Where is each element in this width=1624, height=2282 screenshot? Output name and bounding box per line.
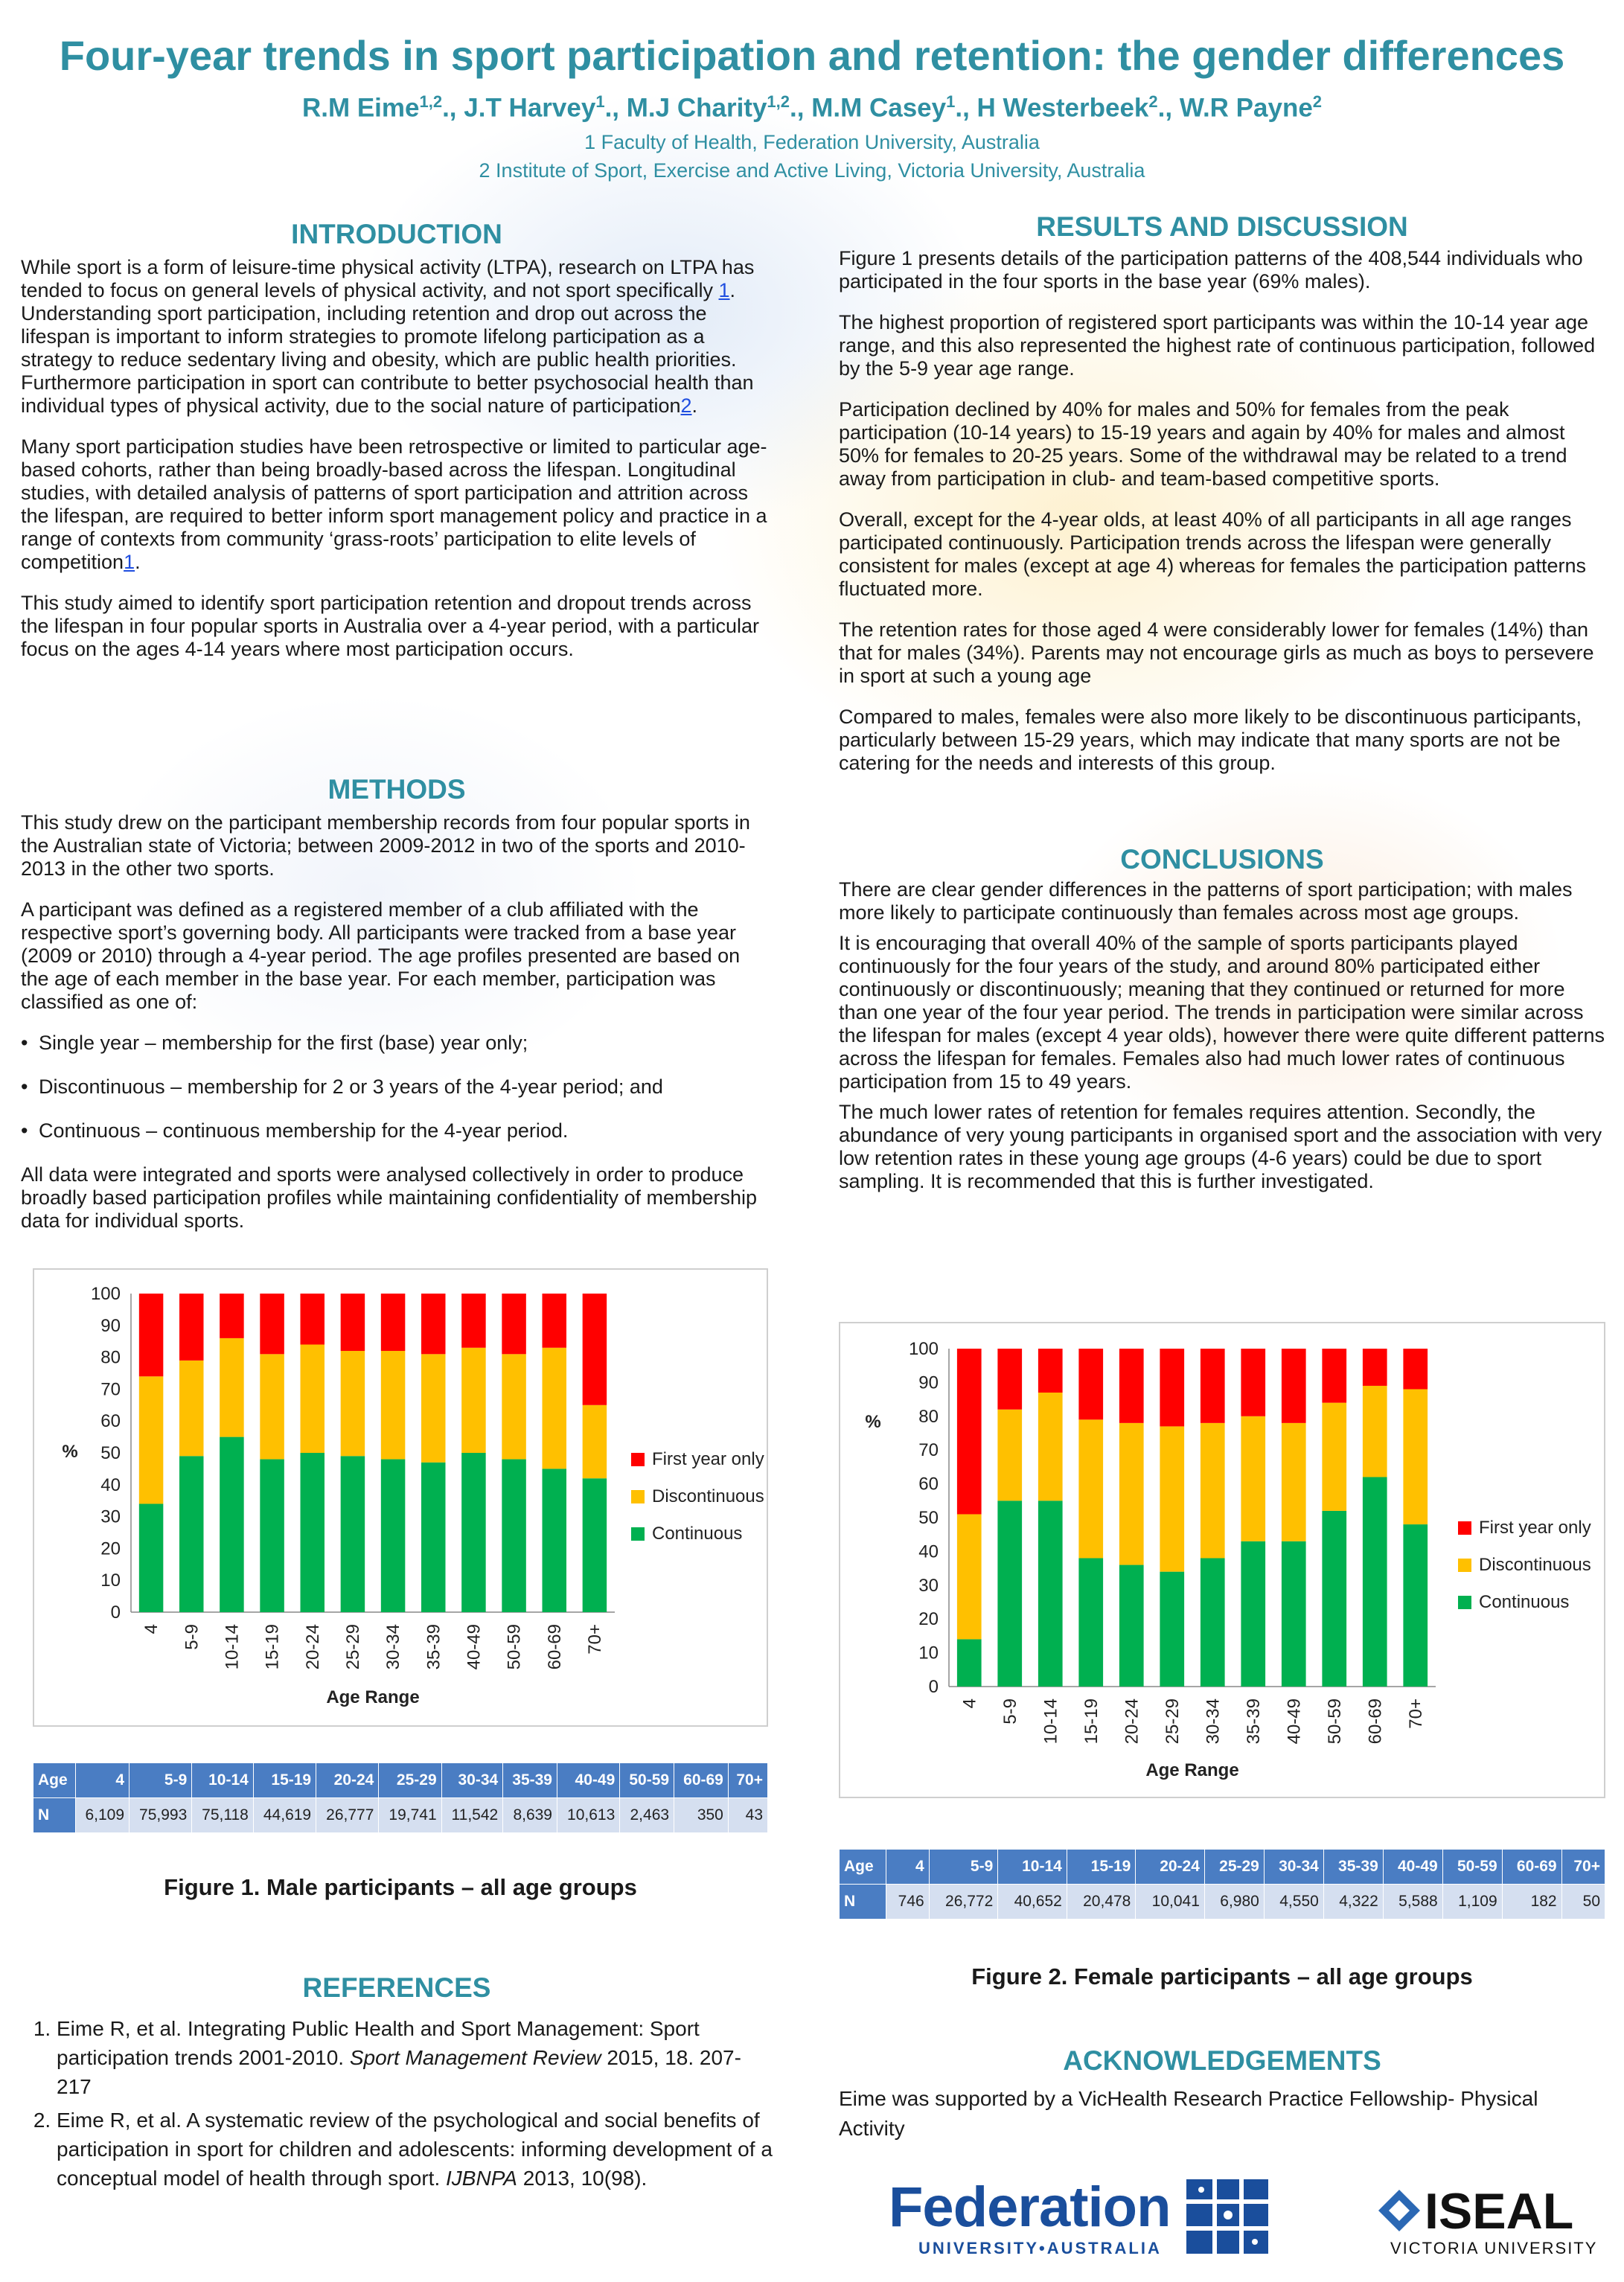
bar-segment-continuous [997,1500,1022,1687]
table-header-cell: 40-49 [557,1763,620,1798]
table-cell: 6,980 [1204,1885,1264,1920]
x-tick-label: 40-49 [464,1624,485,1670]
introduction-heading: INTRODUCTION [291,219,502,249]
table-cell: 746 [886,1885,930,1920]
author-name: J.T Harvey [464,93,596,123]
iseal-wordmark: ISEAL [1425,2183,1574,2240]
y-tick-label: 40 [100,1474,121,1495]
table-header-cell: 10-14 [192,1763,254,1798]
results-heading: RESULTS AND DISCUSSION [1036,211,1408,242]
table-cell: 26,777 [316,1798,379,1833]
iseal-subtitle: VICTORIA UNIVERSITY [1390,2239,1598,2257]
x-tick-label: 40-49 [1284,1698,1305,1745]
table-cell: 4,322 [1323,1885,1383,1920]
y-tick-label: 80 [918,1406,939,1427]
methods-section [21,774,773,1250]
bar-segment-discontinuous [461,1348,486,1453]
reference-list [21,2014,773,2193]
results-paragraph: Participation declined by 40% for males and 50% for females from the peak participation (10-14 years) to 15-19 years and again by 40% for males and almost 50% for females to 20-25 years. Some of the withdrawal may be related to a trend away from participation in club- and team-based competitive sports. [839,398,1567,490]
table-header-cell: 60-69 [1502,1850,1561,1885]
bar-segment-first-year-only [139,1294,164,1376]
bar-segment-discontinuous [1363,1386,1387,1477]
results-paragraph: Overall, except for the 4-year olds, at least 40% of all participants in all age ranges participated continuously. Participation trends across the lifespan were generally consistent for males (except at age 4) whereas for females the participation patterns fluctuated more. [839,508,1587,600]
table-header-cell: 20-24 [316,1763,379,1798]
table-cell: 40,652 [998,1885,1067,1920]
legend-label: Continuous [652,1524,743,1544]
bar-segment-first-year-only [220,1294,244,1338]
y-tick-label: 0 [928,1677,939,1697]
bar-segment-continuous [1119,1565,1144,1687]
table-cell: 11,542 [441,1798,503,1833]
author-affiliation-mark: 1,2 [767,92,790,111]
table-cell: 20,478 [1067,1885,1136,1920]
female-chart [839,1322,1605,1798]
table-cell: 8,639 [503,1798,557,1833]
list-item: 1. Eime R, et al. Integrating Public Health and Sport Management: Sport participation trends 2001-2010. Sport Management Review 2015, 18. 207-217 [57,2014,773,2101]
bar-segment-discontinuous [139,1376,164,1503]
bar-segment-first-year-only [1322,1349,1346,1403]
table-header-cell: 25-29 [379,1763,441,1798]
methods-heading: METHODS [327,774,466,805]
table-header-age: Age [840,1850,886,1885]
table-header-cell: 15-19 [253,1763,316,1798]
table-cell: 6,109 [76,1798,130,1833]
x-tick-label: 25-29 [342,1624,363,1670]
table-header-cell: 4 [76,1763,130,1798]
table-header-age: Age [33,1763,76,1798]
figure-1-caption: Figure 1. Male participants – all age groups [164,1874,637,1900]
table-cell: 26,772 [929,1885,998,1920]
bar-segment-first-year-only [1119,1349,1144,1423]
y-tick-label: 50 [918,1508,939,1528]
acknowledgements-section [839,2045,1605,2161]
legend-swatch [1458,1596,1471,1609]
bar-segment-first-year-only [957,1349,982,1514]
table-header-cell: 35-39 [1323,1850,1383,1885]
bar-segment-continuous [301,1453,325,1612]
bar-segment-discontinuous [1119,1423,1144,1565]
bar-segment-first-year-only [179,1294,204,1361]
table-cell: 182 [1502,1885,1561,1920]
y-tick-label: 20 [918,1609,939,1630]
bar-segment-discontinuous [1241,1416,1265,1541]
x-tick-label: 60-69 [544,1624,565,1670]
reference-link-1b[interactable]: 1 [124,551,135,573]
author-name: H Westerbeek [976,93,1149,123]
table-cell: 4,550 [1264,1885,1323,1920]
bar-segment-discontinuous [381,1351,406,1460]
table-header-cell: 15-19 [1067,1850,1136,1885]
author-affiliation-mark: 1,2 [419,92,443,111]
author-affiliation-mark: 1 [946,92,956,111]
x-tick-label: 25-29 [1162,1698,1183,1745]
x-tick-label: 5-9 [182,1624,202,1650]
results-section [839,211,1605,793]
figure-2-caption: Figure 2. Female participants – all age groups [971,1963,1473,1989]
references-section [21,1972,773,2197]
bar-segment-continuous [1322,1511,1346,1687]
author-separator: ., [790,93,812,123]
x-axis-label: Age Range [1145,1760,1239,1780]
bar-segment-continuous [1160,1572,1184,1687]
conclusions-paragraph: It is encouraging that overall 40% of the sample of sports participants played continuously for the four years of the study, and around 80% participated either continuously or discontinuously; meaning that they continued or returned for more than one year of the four year period. The trends in participation were similar across the lifespan for males (except 4 year olds), however there were quite different patterns across the lifespan for females. Females also had much lower rates of continuous participation from 15 to 49 years. [839,932,1605,1093]
table-header-cell: 70+ [1561,1850,1605,1885]
affiliation-1: 1 Faculty of Health, Federation University, Australia [584,131,1040,153]
table-header-cell: 35-39 [503,1763,557,1798]
methods-paragraph-3: All data were integrated and sports were analysed collectively in order to produce broadly based participation profiles while maintaining confidentiality of membership data for individual sports. [21,1163,758,1232]
bar-segment-first-year-only [1160,1349,1184,1426]
poster-title: Four-year trends in sport participation and retention: the gender differences [59,32,1565,79]
bar-segment-discontinuous [220,1338,244,1437]
author-separator: ., [442,93,464,123]
bar-segment-discontinuous [502,1354,526,1459]
results-paragraph: The retention rates for those aged 4 were considerably lower for females (14%) than that for males (34%). Parents may not encourage girls as much as boys to persevere in sport at such a young age [839,619,1594,687]
table-header-cell: 10-14 [998,1850,1067,1885]
y-tick-label: 30 [100,1506,121,1527]
acknowledgements-heading: ACKNOWLEDGEMENTS [1063,2045,1381,2076]
introduction-paragraph-1: While sport is a form of leisure-time physical activity (LTPA), research on LTPA has tended to focus on general levels of physical activity, and not sport specifically 1. Understanding sport participation, including retention and drop out across the lifespan is important to inform strategies to promote lifelong participation as a strategy to reduce sedentary living and obesity, which are public health priorities. Furthermore participation in sport can contribute to better psychosocial health than individual types of physical activity, due to the social nature of participation2. [21,256,755,417]
introduction-paragraph-3: This study aimed to identify sport participation retention and dropout trends across the lifespan in four popular sports in Australia over a 4-year period, with a particular focus on the ages 4-14 years where most participation occurs. [21,592,760,660]
table-cell: 75,118 [192,1798,254,1833]
x-axis-label: Age Range [326,1687,420,1707]
x-tick-label: 5-9 [1000,1698,1020,1725]
x-tick-label: 50-59 [1324,1698,1345,1745]
author-name: M.J Charity [626,93,767,123]
bar-segment-discontinuous [1038,1393,1063,1500]
bar-segment-continuous [421,1463,446,1612]
legend-swatch [1458,1559,1471,1572]
bar-segment-first-year-only [502,1294,526,1354]
legend-label: Continuous [1479,1592,1570,1612]
bar-segment-discontinuous [1282,1423,1306,1541]
bar-segment-discontinuous [1078,1419,1103,1558]
x-tick-label: 50-59 [504,1624,525,1670]
bar-segment-continuous [1403,1524,1428,1687]
table-header-cell: 4 [886,1850,930,1885]
reference-link-2[interactable]: 2 [680,394,692,417]
bar-segment-discontinuous [421,1354,446,1463]
table-cell: 10,041 [1136,1885,1205,1920]
southern-cross-flag-icon [1186,2179,1268,2254]
bar-segment-discontinuous [1322,1403,1346,1511]
federation-university-logo [889,2175,1305,2263]
introduction-paragraph-2: Many sport participation studies have been retrospective or limited to particular age-based cohorts, rather than being broadly-based across the lifespan. Longitudinal studies, with detailed analysis of patterns of sport participation and attrition across the lifespan, are required to better inform sport management policy and practice in a range of contexts from community ‘grass-roots’ participation to elite levels of competition1. [21,435,767,573]
bar-segment-continuous [341,1456,365,1612]
conclusions-heading: CONCLUSIONS [1120,844,1324,875]
y-tick-label: 70 [100,1379,121,1400]
x-tick-label: 20-24 [1122,1698,1142,1745]
introduction-section [21,219,773,679]
legend-swatch [631,1490,645,1503]
male-participation-chart [34,1270,767,1725]
legend-swatch [631,1453,645,1466]
table-cell: 2,463 [620,1798,674,1833]
participation-classification-list [21,1032,773,1142]
bar-segment-first-year-only [997,1349,1022,1410]
table-cell: 350 [674,1798,729,1833]
x-tick-label: 60-69 [1365,1698,1386,1745]
reference-link-1[interactable]: 1 [718,279,730,301]
table-header-cell: 30-34 [441,1763,503,1798]
bar-segment-discontinuous [1160,1426,1184,1571]
bar-segment-first-year-only [1038,1349,1063,1393]
table-cell: 10,613 [557,1798,620,1833]
y-tick-label: 10 [100,1570,121,1591]
author-separator: ., [955,93,977,123]
table-header-cell: 5-9 [130,1763,192,1798]
x-tick-label: 70+ [1405,1698,1426,1729]
bar-segment-continuous [1078,1558,1103,1687]
list-item: 2. Eime R, et al. A systematic review of the psychological and social benefits of participation in sport for children and adolescents: informing development of a conceptual model of health through sport. IJBNPA 2013, 10(98). [57,2106,773,2193]
table-cell: 5,588 [1383,1885,1442,1920]
author-list [0,92,1624,124]
x-tick-label: 35-39 [1243,1698,1264,1745]
author-separator: ., [604,93,627,123]
bar-segment-first-year-only [381,1294,406,1351]
x-tick-label: 30-34 [383,1624,404,1670]
table-header-cell: 20-24 [1136,1850,1205,1885]
federation-logo-subtitle: UNIVERSITY•AUSTRALIA [918,2239,1162,2257]
bar-segment-first-year-only [461,1294,486,1348]
table-row [33,1763,768,1798]
x-tick-label: 10-14 [222,1624,243,1670]
bar-segment-continuous [139,1503,164,1612]
x-tick-label: 4 [141,1624,162,1634]
y-tick-label: 80 [100,1347,121,1368]
table-cell: 44,619 [253,1798,316,1833]
author-name: M.M Casey [811,93,947,123]
table-cell: 43 [728,1798,767,1833]
bar-segment-continuous [583,1478,607,1612]
x-tick-label: 4 [959,1698,980,1709]
x-tick-label: 70+ [584,1624,605,1655]
bar-segment-first-year-only [260,1294,284,1354]
male-chart [33,1268,768,1727]
legend-swatch [631,1527,645,1541]
table-cell: 1,109 [1442,1885,1502,1920]
list-item: • Discontinuous – membership for 2 or 3 years of the 4-year period; and [39,1076,773,1099]
table-header-cell: 25-29 [1204,1850,1264,1885]
table-row [840,1885,1605,1920]
bar-segment-discontinuous [957,1514,982,1639]
bar-segment-discontinuous [341,1351,365,1456]
bar-segment-first-year-only [301,1294,325,1344]
bar-segment-first-year-only [543,1294,567,1348]
results-paragraph: The highest proportion of registered sport participants was within the 10-14 year age range, and this also represented the highest rate of continuous participation, followed by the 5-9 year age range. [839,311,1596,380]
table-header-cell: 70+ [728,1763,767,1798]
y-tick-label: 90 [100,1315,121,1336]
bar-segment-first-year-only [1241,1349,1265,1416]
bar-segment-first-year-only [421,1294,446,1354]
y-tick-label: 0 [110,1602,121,1623]
author-affiliation-mark: 2 [1312,92,1323,111]
table-header-cell: 50-59 [1442,1850,1502,1885]
references-heading: REFERENCES [302,1972,491,2003]
acknowledgements-text: Eime was supported by a VicHealth Research Practice Fellowship- Physical Activity [839,2087,1538,2140]
bar-segment-first-year-only [1403,1349,1428,1389]
y-tick-label: 30 [918,1575,939,1596]
x-tick-label: 15-19 [262,1624,283,1670]
y-tick-label: 10 [918,1643,939,1663]
bar-segment-discontinuous [1201,1423,1225,1559]
bar-segment-discontinuous [1403,1389,1428,1524]
bar-segment-first-year-only [341,1294,365,1351]
author-separator: ., [1157,93,1180,123]
male-n-table [33,1762,768,1833]
list-item: • Single year – membership for the first (base) year only; [39,1032,773,1055]
methods-paragraph-2: A participant was defined as a registered member of a club affiliated with the respective sport’s governing body. All participants were tracked from a base year (2009 or 2010) through a 4-year period. The age profiles presented are based on the age of each member in the base year. For each member, participation was classified as one of: [21,898,741,1013]
x-tick-label: 30-34 [1203,1698,1224,1745]
table-header-cell: 5-9 [929,1850,998,1885]
bar-segment-continuous [461,1453,486,1612]
x-tick-label: 35-39 [423,1624,444,1670]
legend-label: Discontinuous [652,1486,764,1506]
bar-segment-discontinuous [260,1354,284,1459]
bar-segment-first-year-only [1078,1349,1103,1419]
legend-label: First year only [652,1449,764,1469]
y-tick-label: 50 [100,1443,121,1463]
bar-segment-continuous [1363,1477,1387,1687]
female-n-table [839,1849,1605,1920]
bar-segment-continuous [220,1437,244,1612]
y-tick-label: 90 [918,1372,939,1393]
bar-segment-continuous [179,1456,204,1612]
bar-segment-continuous [1201,1558,1225,1687]
table-cell: 50 [1561,1885,1605,1920]
iseal-victoria-university-logo [1378,2179,1602,2261]
legend-label: Discontinuous [1479,1555,1591,1575]
table-row [33,1798,768,1833]
affiliation-2: 2 Institute of Sport, Exercise and Active Living, Victoria University, Australia [479,159,1145,182]
bar-segment-first-year-only [583,1294,607,1405]
list-item: • Continuous – continuous membership for the 4-year period. [39,1119,773,1142]
bar-segment-continuous [543,1468,567,1612]
diamond-icon [1378,2190,1420,2231]
table-header-n: N [33,1798,76,1833]
table-row [840,1850,1605,1885]
x-tick-label: 10-14 [1040,1698,1061,1745]
bar-segment-continuous [260,1460,284,1612]
conclusions-paragraph: The much lower rates of retention for females requires attention. Secondly, the abundance of very young participants in organised sport and the association with very low retention rates in these young age groups (4-6 years) could be due to sport sampling. It is recommended that this is further investigated. [839,1101,1602,1192]
bar-segment-first-year-only [1282,1349,1306,1423]
bar-segment-discontinuous [583,1405,607,1478]
bar-segment-discontinuous [543,1348,567,1469]
legend-label: First year only [1479,1518,1591,1538]
table-header-cell: 50-59 [620,1763,674,1798]
table-cell: 75,993 [130,1798,192,1833]
bar-segment-discontinuous [301,1344,325,1453]
bar-segment-discontinuous [997,1410,1022,1501]
female-participation-chart [840,1323,1604,1797]
results-paragraph: Compared to males, females were also more likely to be discontinuous participants, particularly between 15-29 years, which may indicate that many sports are not be catering for the needs and interests of this group. [839,706,1582,774]
bar-segment-first-year-only [1201,1349,1225,1423]
y-tick-label: 40 [918,1541,939,1562]
bar-segment-continuous [1282,1541,1306,1687]
y-tick-label: 100 [90,1284,121,1304]
author-name: R.M Eime [301,93,420,123]
table-cell: 19,741 [379,1798,441,1833]
federation-logo-wordmark: Federation [889,2176,1171,2239]
x-tick-label: 15-19 [1081,1698,1102,1745]
bar-segment-continuous [502,1460,526,1612]
bar-segment-continuous [957,1639,982,1687]
table-header-cell: 60-69 [674,1763,729,1798]
bar-segment-discontinuous [179,1361,204,1456]
conclusions-section [839,844,1605,1211]
table-header-cell: 30-34 [1264,1850,1323,1885]
y-axis-label: % [62,1442,78,1462]
bar-segment-continuous [1038,1500,1063,1687]
table-header-cell: 40-49 [1383,1850,1442,1885]
x-tick-label: 20-24 [302,1624,323,1670]
author-affiliation-mark: 2 [1148,92,1158,111]
bar-segment-first-year-only [1363,1349,1387,1386]
results-paragraph: Figure 1 presents details of the participation patterns of the 408,544 individuals who participated in the four sports in the base year (69% males). [839,247,1583,293]
bar-segment-continuous [381,1460,406,1612]
conclusions-paragraph: There are clear gender differences in the patterns of sport participation; with males more likely to participate continuously than females across most age groups. [839,878,1573,924]
table-header-n: N [840,1885,886,1920]
y-tick-label: 20 [100,1538,121,1559]
methods-paragraph-1: This study drew on the participant membership records from four popular sports in the Australian state of Victoria; between 2009-2012 in two of the sports and 2010-2013 in the other two sports. [21,811,750,880]
y-tick-label: 60 [100,1411,121,1432]
y-tick-label: 70 [918,1440,939,1461]
author-affiliation-mark: 1 [595,92,605,111]
author-name: W.R Payne [1179,93,1313,123]
y-tick-label: 100 [908,1339,939,1359]
y-tick-label: 60 [918,1474,939,1495]
bar-segment-continuous [1241,1541,1265,1687]
legend-swatch [1458,1521,1471,1535]
y-axis-label: % [865,1412,881,1432]
